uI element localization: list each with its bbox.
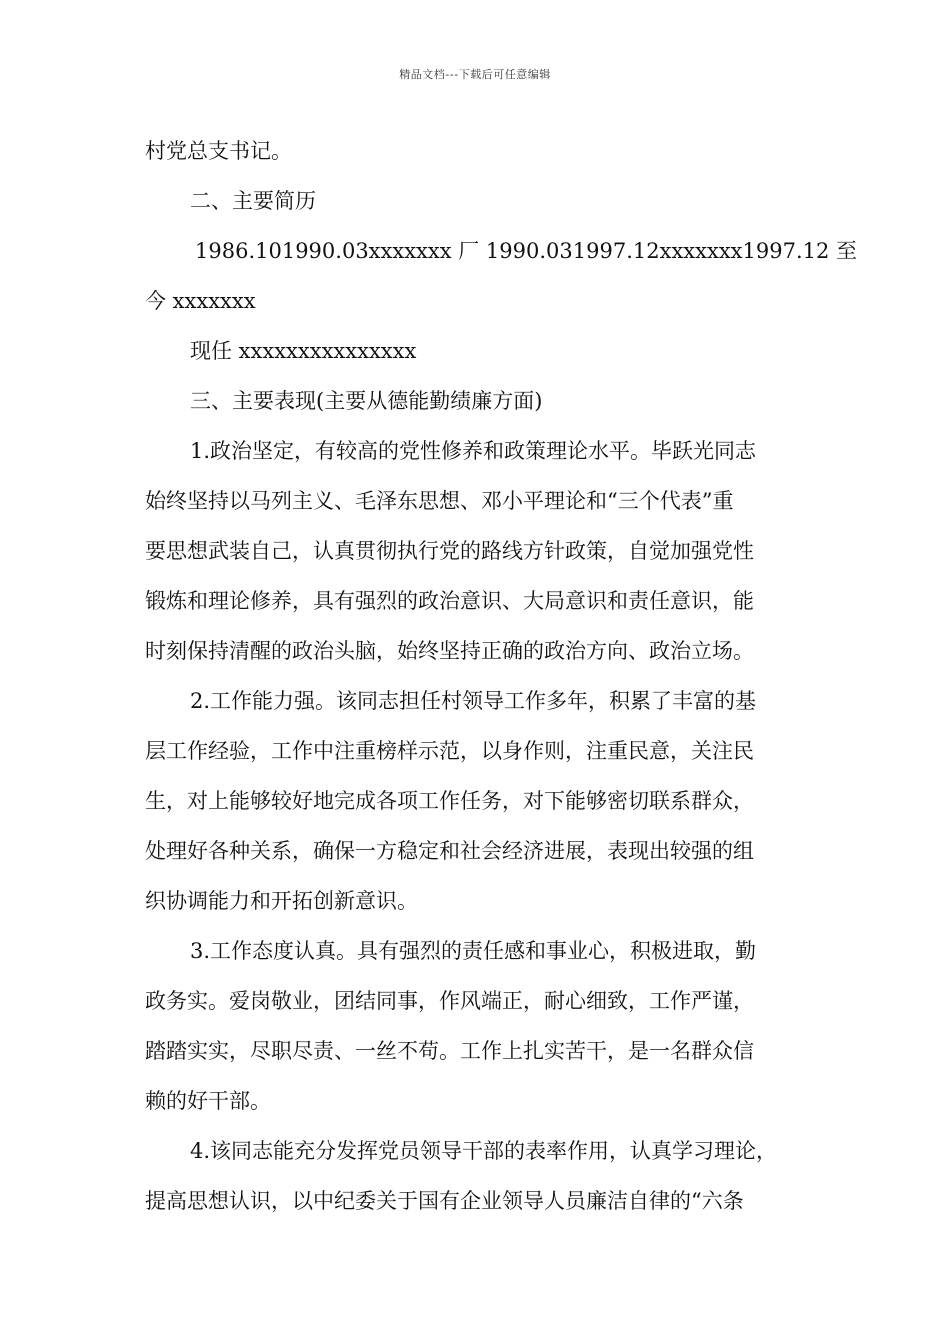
paragraph-start: 4.该同志能充分发挥党员领导干部的表率作用，认真学习理论， [190,1139,778,1163]
text-line: 赖的好干部。 [145,1089,271,1113]
text-line: 1986.101990.03xxxxxxx 厂 1990.031997.12xxxxxxx1997.12 至 [195,239,858,263]
text-line: 提高思想认识，以中纪委关于国有企业领导人员廉洁自律的“六条 [145,1189,744,1213]
section-heading: 三、主要表现(主要从德能勤绩廉方面) [190,389,543,413]
text-line: 现任 xxxxxxxxxxxxxxx [190,339,417,363]
text-line: 今 xxxxxxx [145,289,256,313]
text-line: 政务实。爱岗敬业，团结同事，作风端正，耐心细致，工作严谨， [145,989,754,1013]
text-line: 始终坚持以马列主义、毛泽东思想、邓小平理论和“三个代表”重 [145,489,734,513]
paragraph-start: 2.工作能力强。该同志担任村领导工作多年，积累了丰富的基 [190,689,757,713]
text-line: 踏踏实实，尽职尽责、一丝不苟。工作上扎实苦干，是一名群众信 [145,1039,754,1063]
text-line: 层工作经验，工作中注重榜样示范，以身作则，注重民意，关注民 [145,739,754,763]
text-line: 处理好各种关系，确保一方稳定和社会经济进展，表现出较强的组 [145,839,754,863]
text-line: 锻炼和理论修养，具有强烈的政治意识、大局意识和责任意识，能 [145,589,754,613]
paragraph-start: 1.政治坚定，有较高的党性修养和政策理论水平。毕跃光同志 [190,439,757,463]
text-line: 要思想武装自己，认真贯彻执行党的路线方针政策，自觉加强党性 [145,539,754,563]
text-line: 织协调能力和开拓创新意识。 [145,889,418,913]
text-line: 村党总支书记。 [145,139,292,163]
document-body [145,126,858,1226]
section-heading: 二、主要简历 [190,189,316,213]
text-line: 生，对上能够较好地完成各项工作任务，对下能够密切联系群众， [145,789,754,813]
paragraph-start: 3.工作态度认真。具有强烈的责任感和事业心，积极进取，勤 [190,939,757,963]
text-line: 时刻保持清醒的政治头脑，始终坚持正确的政治方向、政治立场。 [145,639,754,663]
page-header: 精品文档---下载后可任意编辑 [399,68,551,81]
